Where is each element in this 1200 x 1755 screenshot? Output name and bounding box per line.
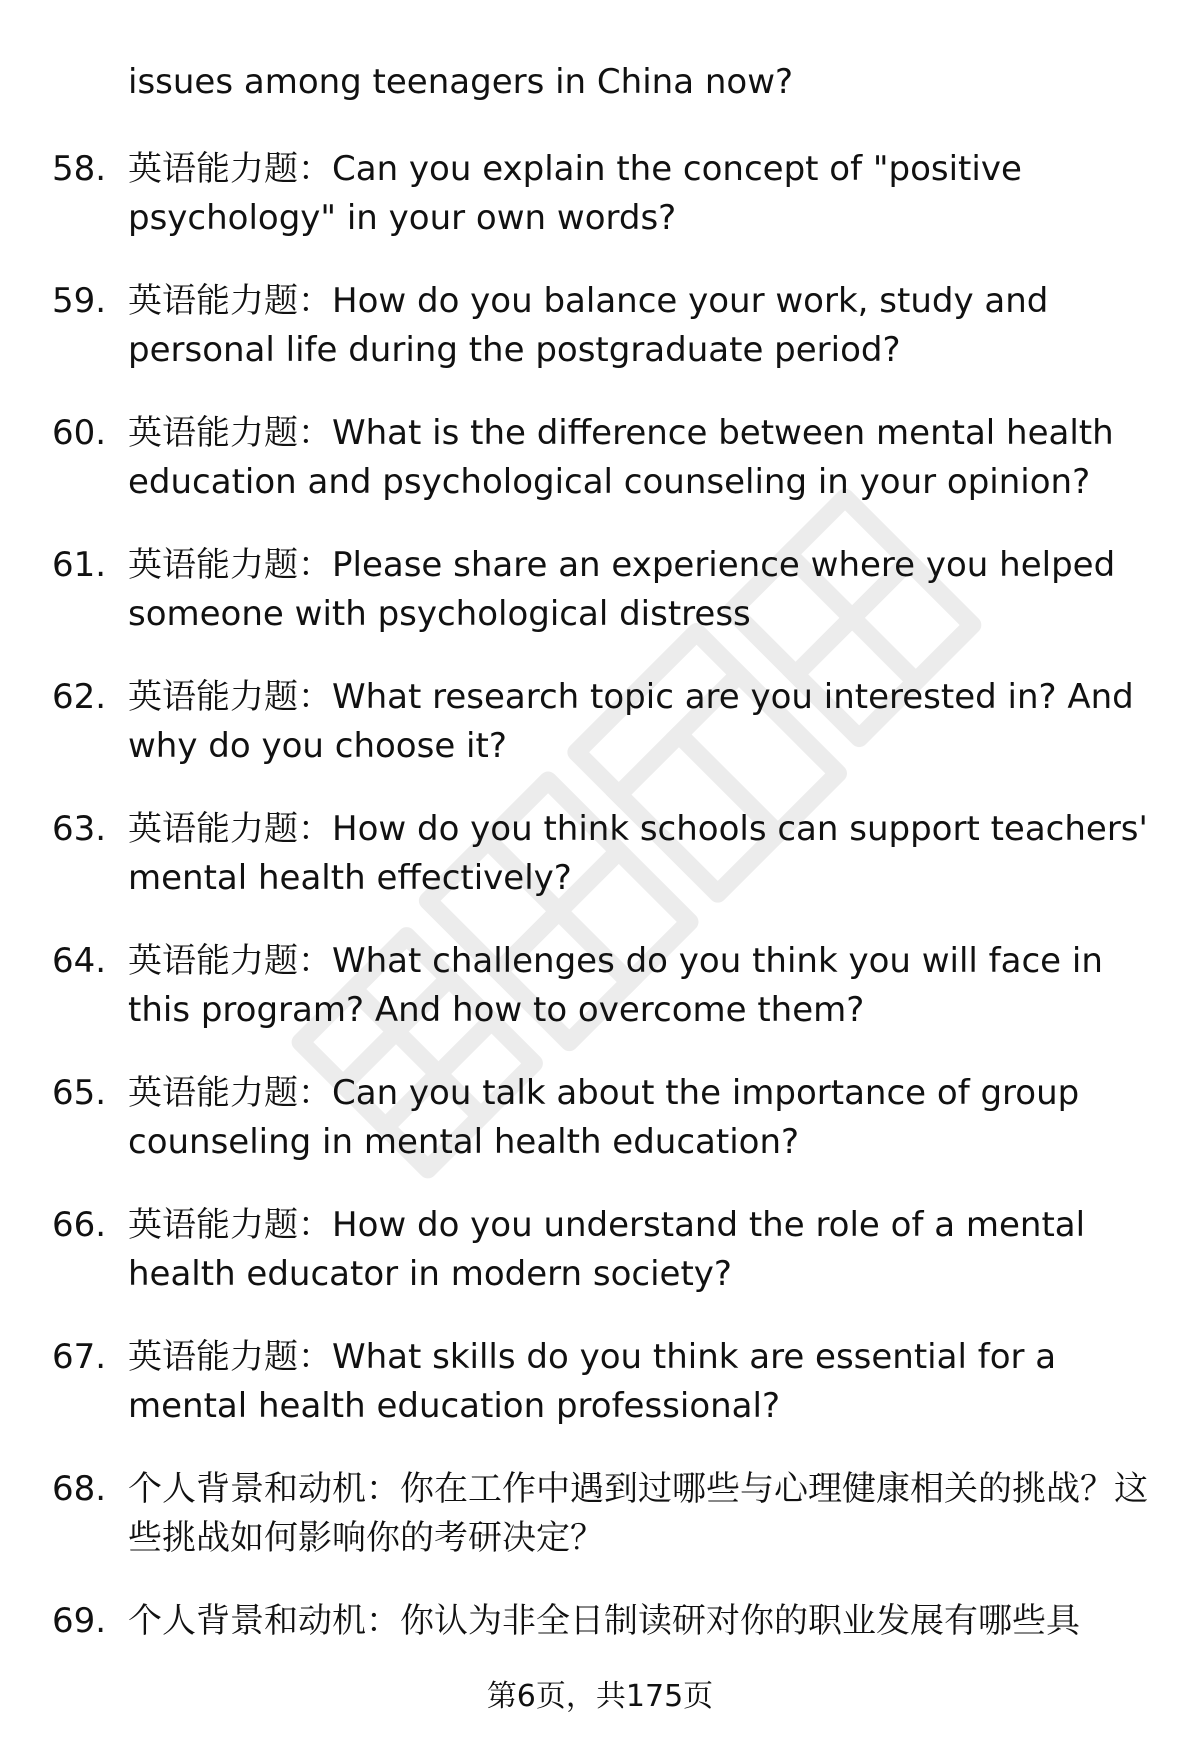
question-text [128, 805, 1168, 903]
question-category: 英语能力题： [128, 1205, 332, 1245]
question-text [128, 1597, 1168, 1646]
question-body: Can you talk about the importance of group counseling in mental health education? [128, 1073, 1080, 1162]
question-category: 英语能力题： [128, 941, 332, 981]
question-list [0, 145, 1200, 1729]
question-body: How do you think schools can support teachers' mental health effectively? [128, 809, 1148, 898]
question-body: 你在工作中遇到过哪些与心理健康相关的挑战？这些挑战如何影响你的考研决定？ [128, 1469, 1148, 1558]
question-text [128, 145, 1168, 243]
list-item [0, 409, 1200, 541]
question-text [128, 1069, 1168, 1167]
question-text [128, 937, 1168, 1035]
question-category: 英语能力题： [128, 149, 332, 189]
list-item [0, 673, 1200, 805]
question-category: 英语能力题： [128, 1073, 332, 1113]
question-number: 64. [52, 941, 107, 981]
question-body: Can you explain the concept of "positive psychology" in your own words? [128, 149, 1022, 238]
question-body: How do you balance your work, study and personal life during the postgraduate period? [128, 281, 1049, 370]
question-text [128, 541, 1168, 639]
list-item [0, 1201, 1200, 1333]
question-number: 62. [52, 677, 107, 717]
continuation-text: issues among teenagers in China now? [128, 62, 794, 102]
question-text [128, 409, 1168, 507]
question-category: 个人背景和动机： [128, 1601, 400, 1641]
list-item [0, 277, 1200, 409]
question-text [128, 1333, 1168, 1431]
list-item [0, 541, 1200, 673]
question-number: 61. [52, 545, 107, 585]
question-number: 66. [52, 1205, 107, 1245]
question-category: 英语能力题： [128, 809, 332, 849]
question-number: 59. [52, 281, 107, 321]
list-item [0, 937, 1200, 1069]
question-body: What is the difference between mental health education and psychological counseling in your opinion? [128, 413, 1114, 502]
question-category: 英语能力题： [128, 545, 332, 585]
question-category: 英语能力题： [128, 1337, 332, 1377]
question-category: 英语能力题： [128, 281, 332, 321]
question-body: How do you understand the role of a mental health educator in modern society? [128, 1205, 1086, 1294]
question-text [128, 673, 1168, 771]
question-number: 58. [52, 149, 107, 189]
list-item [0, 145, 1200, 277]
question-category: 个人背景和动机： [128, 1469, 400, 1509]
question-body: Please share an experience where you helped someone with psychological distress [128, 545, 1116, 634]
page-footer: 第6页，共175页 [486, 1679, 714, 1714]
question-text [128, 1465, 1168, 1563]
question-number: 69. [52, 1601, 107, 1641]
list-item [0, 1333, 1200, 1465]
question-number: 68. [52, 1469, 107, 1509]
question-body: What skills do you think are essential for a mental health education professional? [128, 1337, 1057, 1426]
question-number: 67. [52, 1337, 107, 1377]
question-category: 英语能力题： [128, 677, 332, 717]
question-body: What research topic are you interested in? And why do you choose it? [128, 677, 1134, 766]
question-body: 你认为非全日制读研对你的职业发展有哪些具 [400, 1601, 1080, 1641]
question-body: What challenges do you think you will face in this program? And how to overcome them? [128, 941, 1103, 1030]
list-item [0, 1465, 1200, 1597]
question-number: 63. [52, 809, 107, 849]
question-text [128, 277, 1168, 375]
list-item [0, 1069, 1200, 1201]
question-category: 英语能力题： [128, 413, 332, 453]
list-item [0, 805, 1200, 937]
question-number: 60. [52, 413, 107, 453]
question-text [128, 1201, 1168, 1299]
question-number: 65. [52, 1073, 107, 1113]
